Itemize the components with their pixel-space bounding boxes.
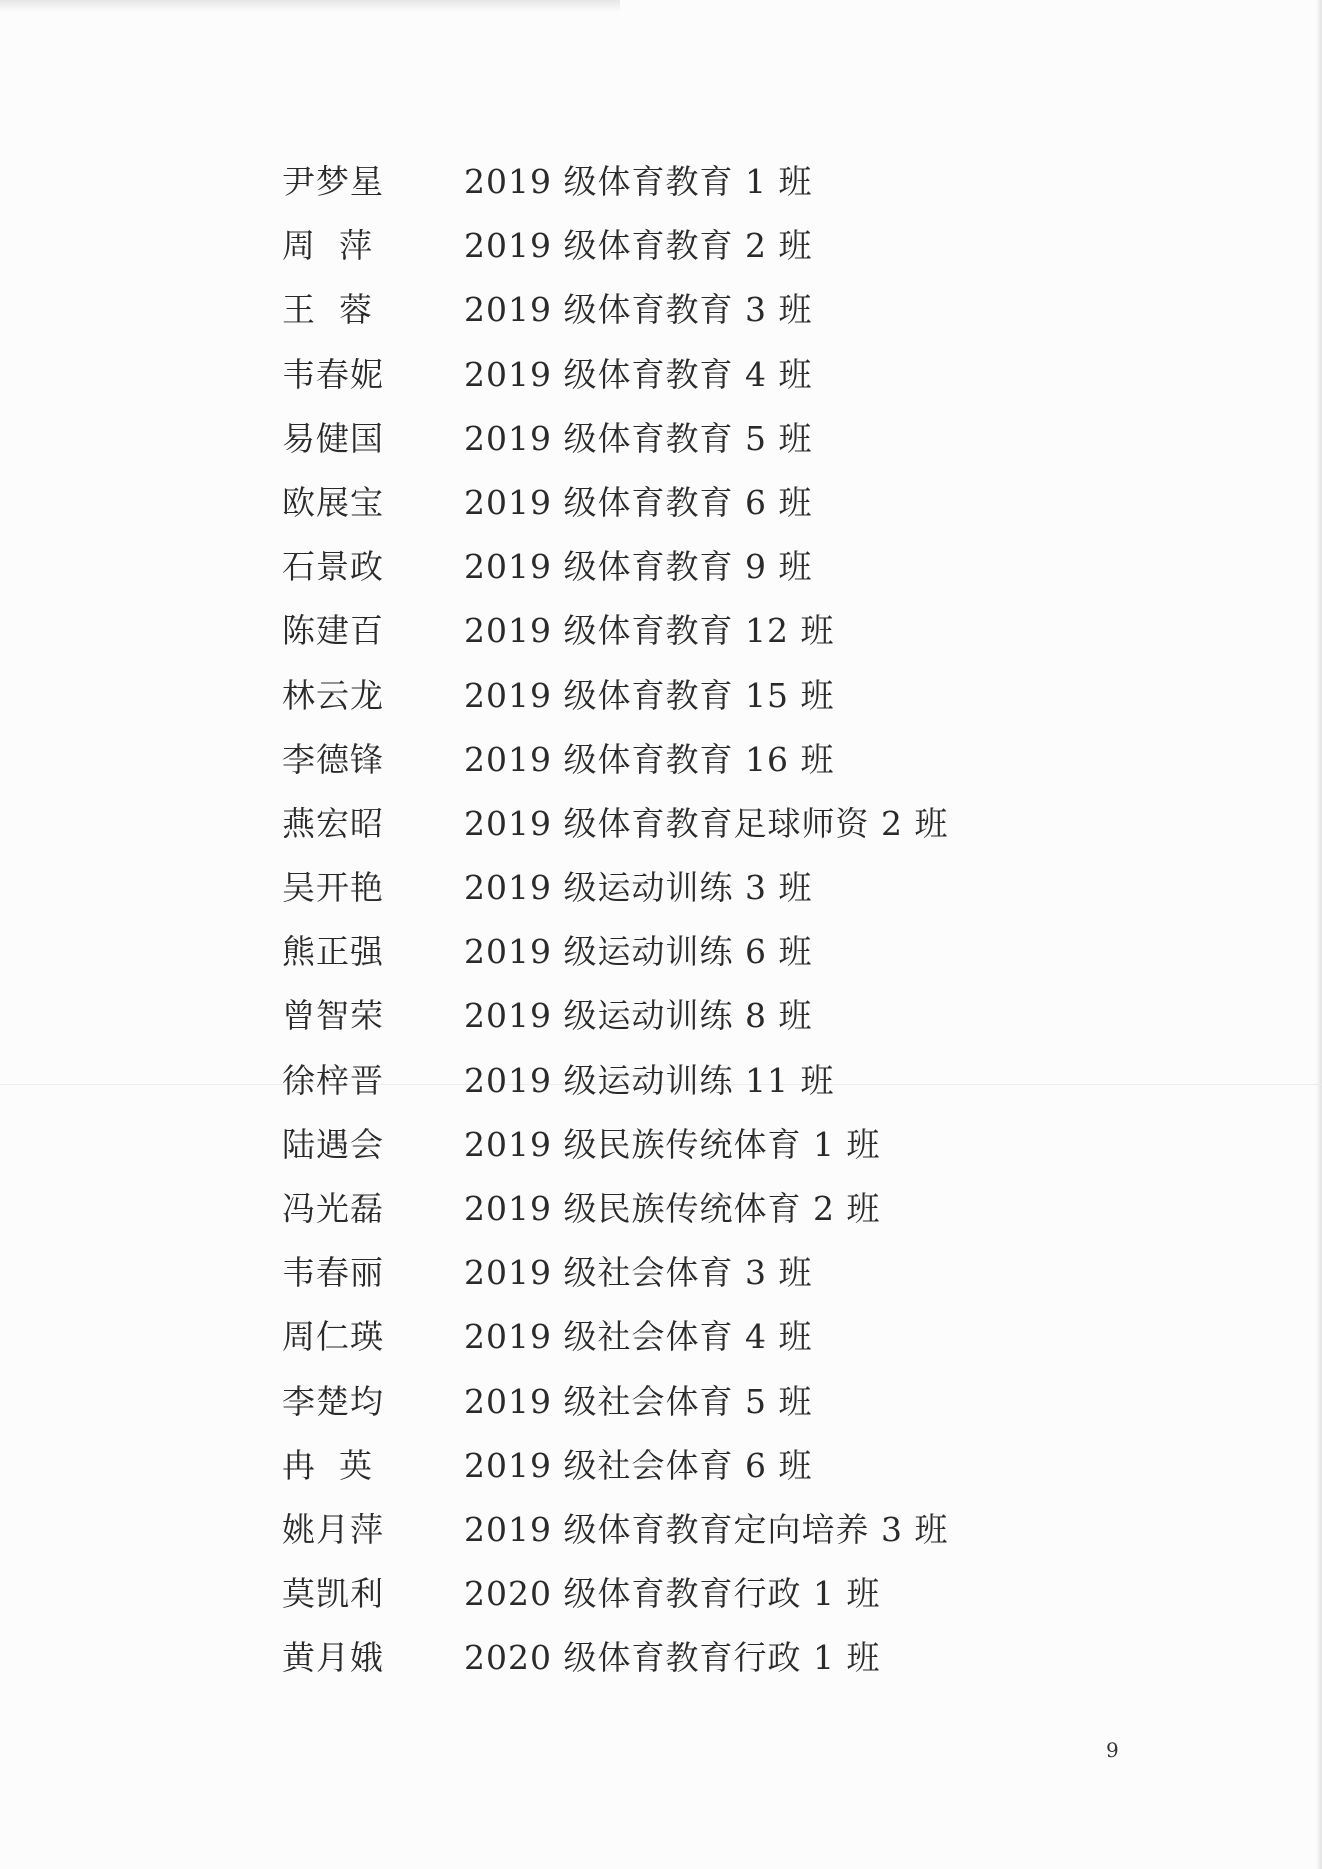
class-name: 2019 级体育教育 3 班 [464, 290, 813, 330]
class-name: 2019 级体育教育 2 班 [464, 226, 813, 266]
roster-row [282, 1444, 1182, 1508]
class-name: 2020 级体育教育行政 1 班 [464, 1638, 881, 1678]
student-name: 曾智荣 [282, 996, 384, 1036]
student-name: 林云龙 [282, 675, 384, 715]
student-name: 黄月娥 [282, 1638, 384, 1678]
class-name: 2020 级体育教育行政 1 班 [464, 1574, 881, 1614]
student-name: 冯光磊 [282, 1189, 384, 1228]
class-name: 2019 级社会体育 3 班 [464, 1253, 813, 1293]
class-name: 2019 级体育教育 12 班 [464, 611, 835, 651]
class-name: 2019 级体育教育 16 班 [464, 739, 835, 779]
page-number: 9 [1106, 1738, 1119, 1762]
roster-row [282, 417, 1182, 481]
roster-row [282, 930, 1182, 994]
class-name: 2019 级运动训练 11 班 [464, 1060, 835, 1100]
student-name: 易健国 [282, 418, 384, 458]
student-name: 冉 英 [282, 1445, 373, 1485]
roster-row [282, 224, 1182, 288]
student-name: 陆遇会 [282, 1124, 384, 1164]
student-name: 韦春妮 [282, 354, 384, 394]
roster-row [282, 1059, 1182, 1123]
class-name: 2019 级体育教育 5 班 [464, 418, 813, 458]
student-name: 王 蓉 [282, 290, 373, 330]
student-name: 欧展宝 [282, 482, 384, 522]
roster-row [282, 738, 1182, 802]
roster-row [282, 1572, 1182, 1636]
student-name: 燕宏昭 [282, 803, 384, 843]
student-name: 李楚均 [282, 1381, 384, 1421]
roster-row [282, 609, 1182, 673]
roster-row [282, 1315, 1182, 1379]
scan-edge-shadow [0, 0, 620, 12]
student-name: 尹梦星 [282, 162, 384, 201]
scan-edge-shadow-right [1316, 0, 1322, 1869]
roster-row [282, 1508, 1182, 1572]
student-name: 陈建百 [282, 611, 384, 651]
roster-row [282, 1380, 1182, 1444]
student-name: 姚月萍 [282, 1509, 384, 1549]
class-name: 2019 级社会体育 5 班 [464, 1381, 813, 1421]
roster-row [282, 288, 1182, 352]
student-roster [282, 160, 1182, 1701]
class-name: 2019 级体育教育 6 班 [464, 482, 813, 522]
student-name: 李德锋 [282, 739, 384, 779]
class-name: 2019 级体育教育定向培养 3 班 [464, 1509, 949, 1549]
roster-row [282, 545, 1182, 609]
class-name: 2019 级运动训练 8 班 [464, 996, 813, 1036]
class-name: 2019 级体育教育 15 班 [464, 675, 835, 715]
class-name: 2019 级民族传统体育 1 班 [464, 1124, 881, 1164]
roster-row [282, 1187, 1182, 1251]
roster-row [282, 674, 1182, 738]
class-name: 2019 级体育教育足球师资 2 班 [464, 803, 949, 843]
student-name: 周 萍 [282, 226, 373, 266]
roster-row [282, 481, 1182, 545]
class-name: 2019 级体育教育 9 班 [464, 547, 813, 587]
class-name: 2019 级体育教育 1 班 [464, 162, 813, 201]
roster-row [282, 160, 1182, 224]
class-name: 2019 级社会体育 4 班 [464, 1317, 813, 1357]
roster-row [282, 1251, 1182, 1315]
student-name: 吴开艳 [282, 868, 384, 908]
class-name: 2019 级运动训练 3 班 [464, 868, 813, 908]
class-name: 2019 级社会体育 6 班 [464, 1445, 813, 1485]
roster-row [282, 866, 1182, 930]
student-name: 韦春丽 [282, 1253, 384, 1293]
roster-row [282, 802, 1182, 866]
class-name: 2019 级体育教育 4 班 [464, 354, 813, 394]
student-name: 徐梓晋 [282, 1060, 384, 1100]
roster-row [282, 353, 1182, 417]
student-name: 熊正强 [282, 932, 384, 972]
roster-row [282, 1123, 1182, 1187]
class-name: 2019 级运动训练 6 班 [464, 932, 813, 972]
roster-row [282, 994, 1182, 1058]
roster-row [282, 1636, 1182, 1700]
student-name: 周仁瑛 [282, 1317, 384, 1357]
student-name: 莫凯利 [282, 1574, 384, 1614]
student-name: 石景政 [282, 547, 384, 587]
class-name: 2019 级民族传统体育 2 班 [464, 1189, 881, 1228]
